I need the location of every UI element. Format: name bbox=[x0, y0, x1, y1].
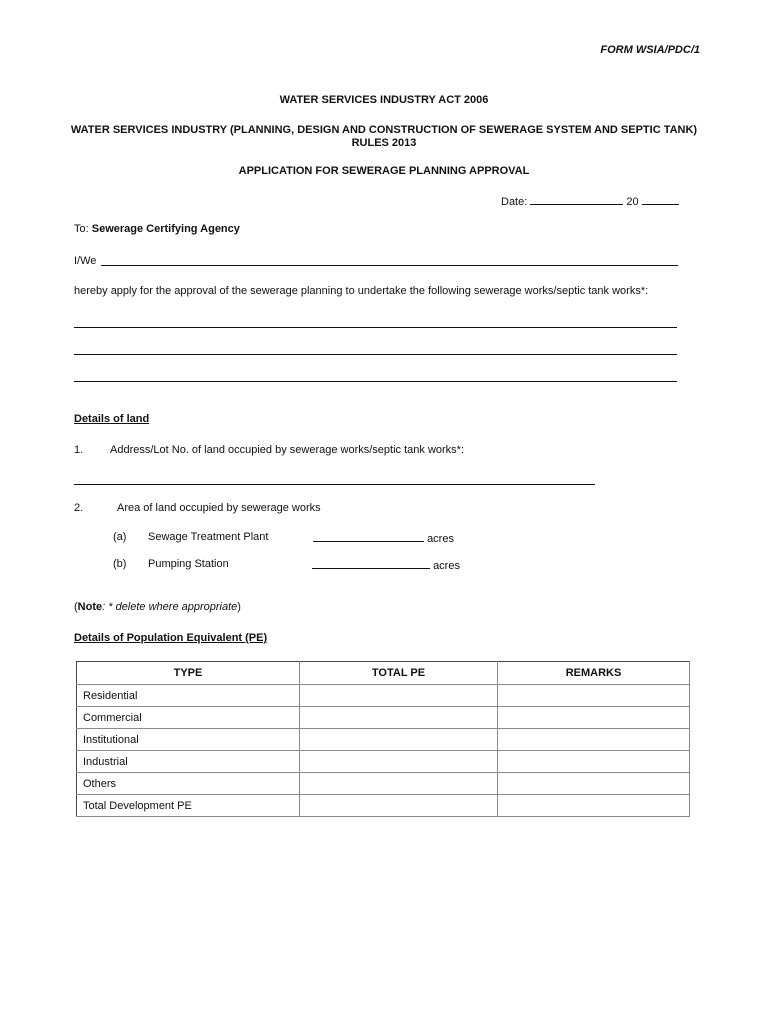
rules-title: WATER SERVICES INDUSTRY (PLANNING, DESIGN AND CONSTRUCTION OF SEWERAGE SYSTEM AND SEPTIC TANK) RULES 2013 bbox=[70, 124, 698, 149]
table-row bbox=[77, 707, 690, 729]
sub-item-b-unit: acres bbox=[433, 560, 460, 572]
date-year-field[interactable] bbox=[642, 194, 679, 205]
row-type: Commercial bbox=[77, 707, 300, 729]
application-title: APPLICATION FOR SEWERAGE PLANNING APPROVAL bbox=[238, 165, 530, 177]
date-day-month-field[interactable] bbox=[530, 194, 623, 205]
note bbox=[74, 601, 241, 613]
total-pe-cell[interactable] bbox=[300, 751, 498, 773]
table-row bbox=[77, 773, 690, 795]
recipient: Sewerage Certifying Agency bbox=[91, 223, 240, 235]
date-year-prefix: 20 bbox=[626, 196, 639, 208]
table-row bbox=[77, 685, 690, 707]
total-pe-cell[interactable] bbox=[300, 707, 498, 729]
sub-item-b-row bbox=[312, 558, 460, 572]
works-description-line-1[interactable] bbox=[74, 327, 677, 328]
act-title: WATER SERVICES INDUSTRY ACT 2006 bbox=[279, 94, 489, 106]
remarks-cell[interactable] bbox=[498, 751, 690, 773]
land-item-1-text: Address/Lot No. of land occupied by sewerage works/septic tank works*: bbox=[110, 444, 465, 456]
col-remarks: REMARKS bbox=[498, 662, 690, 685]
pumping-station-acres-field[interactable] bbox=[312, 558, 430, 569]
sub-item-a-row bbox=[313, 531, 454, 545]
pe-table bbox=[76, 661, 690, 817]
col-total-pe: TOTAL PE bbox=[300, 662, 498, 685]
form-code: FORM WSIA/PDC/1 bbox=[600, 44, 700, 56]
total-pe-cell[interactable] bbox=[300, 773, 498, 795]
remarks-cell[interactable] bbox=[498, 795, 690, 817]
row-type: Total Development PE bbox=[77, 795, 300, 817]
note-text: : * delete where appropriate bbox=[102, 601, 238, 613]
date-row bbox=[501, 194, 679, 208]
applicant-name-field[interactable] bbox=[101, 265, 678, 266]
total-pe-cell[interactable] bbox=[300, 729, 498, 751]
works-description-line-3[interactable] bbox=[74, 381, 677, 382]
col-type: TYPE bbox=[77, 662, 300, 685]
stp-acres-field[interactable] bbox=[313, 531, 424, 542]
pe-heading: Details of Population Equivalent (PE) bbox=[74, 632, 268, 644]
sub-item-b-letter: (b) bbox=[113, 558, 127, 570]
table-row bbox=[77, 729, 690, 751]
date-label: Date: bbox=[501, 196, 528, 208]
row-type: Institutional bbox=[77, 729, 300, 751]
table-row bbox=[77, 795, 690, 817]
sub-item-a-label: Sewage Treatment Plant bbox=[148, 531, 269, 543]
sub-item-a-letter: (a) bbox=[113, 531, 127, 543]
remarks-cell[interactable] bbox=[498, 707, 690, 729]
applicant-label: I/We bbox=[74, 255, 97, 267]
note-close: ) bbox=[237, 601, 241, 613]
remarks-cell[interactable] bbox=[498, 729, 690, 751]
to-label: To: bbox=[74, 223, 89, 235]
works-description-line-2[interactable] bbox=[74, 354, 677, 355]
land-heading: Details of land bbox=[74, 413, 150, 425]
total-pe-cell[interactable] bbox=[300, 685, 498, 707]
note-open: ( bbox=[74, 601, 78, 613]
remarks-cell[interactable] bbox=[498, 773, 690, 795]
land-item-2-text: Area of land occupied by sewerage works bbox=[117, 502, 321, 514]
land-item-1-number: 1. bbox=[74, 444, 84, 456]
apply-statement: hereby apply for the approval of the sewerage planning to undertake the following sewerage works/septic tank works*: bbox=[74, 285, 649, 297]
row-type: Industrial bbox=[77, 751, 300, 773]
table-row bbox=[77, 751, 690, 773]
remarks-cell[interactable] bbox=[498, 685, 690, 707]
sub-item-b-label: Pumping Station bbox=[148, 558, 229, 570]
row-type: Residential bbox=[77, 685, 300, 707]
land-item-2-number: 2. bbox=[74, 502, 84, 514]
total-pe-cell[interactable] bbox=[300, 795, 498, 817]
pe-table-header bbox=[77, 662, 690, 685]
note-label: Note bbox=[77, 601, 103, 613]
to-row bbox=[74, 223, 240, 235]
sub-item-a-unit: acres bbox=[427, 533, 454, 545]
land-address-field[interactable] bbox=[74, 484, 595, 485]
row-type: Others bbox=[77, 773, 300, 795]
